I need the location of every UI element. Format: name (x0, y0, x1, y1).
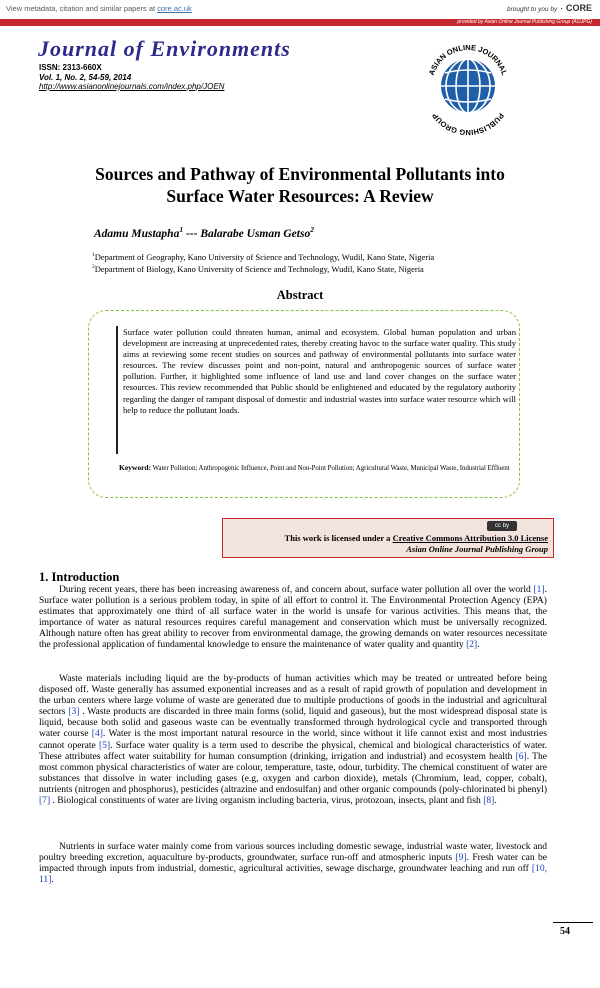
license-link[interactable]: Creative Commons Attribution 3.0 License (392, 533, 548, 543)
paragraph-text: . Surface water pollution is a serious problem today, in spite of all effort to control it. The Environmental Protection Agency (EPA) estimates that approximately one third of all surface water in the world is unsafe for various activities. This means that, the importance of water as natural resources requires careful management and conservation which must be universally recognized. Although nature often has great ability to recover from environmental damage, the growing demands on water resources necessitate the professional application of fundamental knowledge to ensure the maintenance of water quality and quantity (39, 584, 547, 651)
aff1-sup: 1 (92, 252, 95, 259)
paragraph-text: . (51, 874, 54, 886)
paragraph-text: Nutrients in surface water mainly come from various sources including domestic sewage, industrial waste water, livestock and poultry breeding excretion, aquaculture by-products, groundwater, surface run-off and atmospheric inputs (39, 841, 547, 864)
abstract-text: Surface water pollution could threaten human, animal and ecosystem. Global human population and urban development are increasing at unprecedented rates, thereby creating havoc to the surface water quality. This study aims at reviewing some recent studies on sources and pathway of environmental pollutants into surface water resources. The review discusses point and non-point, natural and anthropogenic sources of surface water pollution. Further, it highlighted some influence of land use and land cover changes on the surface water resources. This review recommended that Public should be enlightened and educated by the regulatory authority regarding the danger of rampant disposal of domestic and industrial wastes into surface water resource which will help to reduce the pollutant loads. (123, 327, 516, 415)
paragraph-text: . Biological constituents of water are living organism including bacteria, virus, protozoan, insects, plant and fish (50, 795, 484, 807)
intro-paragraph-1 (39, 584, 547, 651)
core-brand[interactable] (507, 3, 592, 13)
license-statement (228, 533, 548, 543)
paragraph-text: Waste materials including liquid are the by-products of human activities which may be treated or untreated before being disposed off. Waste generally has assumed exponential increases and as a result of rapid growth of population and development in the urban centers where large volume of waste are generated due to multiple productions of goods in the industrial and agricultural sectors (39, 673, 547, 718)
license-publisher: Asian Online Journal Publishing Group (406, 544, 548, 554)
aff2-text: Department of Biology, Kano University of Science and Technology, Wudil, Kano State, Nigeria (94, 264, 424, 274)
paragraph-text: . (477, 639, 480, 651)
brought-by-text: brought to you by (507, 6, 558, 13)
volume-info: Vol. 1, No. 2, 54-59, 2014 (39, 73, 132, 82)
core-metadata-text (6, 4, 192, 13)
author2: Balarabe Usman Getso (200, 227, 311, 240)
aff1-text: Department of Geography, Kano University of Science and Technology, Wudil, Kano State, Nigeria (94, 252, 435, 262)
citation-link[interactable]: [4] (91, 728, 103, 740)
paper-title-line1: Sources and Pathway of Environmental Pollutants into (95, 164, 505, 184)
provider-bar (0, 19, 600, 26)
paragraph-text: . The most common physical characteristics of water are colour, temperature, taste, odour, turbidity. The chemical constituent of water are substances that dissolve in water including gases (e.g, oxygen and carbon dioxide), metals (Chromium, lead, copper, cobalt), nutrients (nitrogen and phosphorus), pesticides (altrazine and endosulfan) and other organic compounds (poly-chlorinated bi phenyl) (39, 750, 547, 795)
authors (94, 225, 314, 240)
keywords-text: Water Pollution; Anthropogenic Influence, Point and Non-Point Pollution; Agricultural Waste, Municipal Waste, Industrial Effluent (152, 465, 510, 472)
paragraph-text: During recent years, there has been increasing awareness of, and concern about, surface water pollution all over the world (59, 584, 534, 595)
keywords-label: Keyword: (119, 463, 152, 472)
intro-paragraph-3 (39, 841, 547, 885)
affiliation-2 (92, 264, 424, 274)
citation-link[interactable]: [7] (39, 795, 51, 807)
logo-text-bottom: PUBLISHING GROUP (430, 111, 506, 136)
citation-link[interactable]: [8] (483, 795, 495, 807)
citation-link[interactable]: [2] (466, 639, 478, 651)
abstract-heading: Abstract (276, 288, 324, 302)
paragraph-text: . (494, 795, 497, 807)
cc-license-icon[interactable]: cc by (487, 521, 517, 531)
core-link[interactable]: core.ac.uk (157, 4, 192, 13)
journal-url[interactable]: http://www.asianonlinejournals.com/index.php/JOEN (39, 82, 225, 91)
paragraph-text: . Water is the most important natural resource in the world, since without it life cannot exist and most industries cannot operate (39, 728, 547, 751)
author2-sup: 2 (310, 225, 314, 234)
citation-link[interactable]: [10, 11] (39, 863, 547, 886)
citation-link[interactable]: [3] (68, 706, 80, 718)
author1: Adamu Mustapha (94, 227, 180, 240)
author1-sup: 1 (179, 225, 184, 234)
license-prefix: This work is licensed under a (284, 533, 393, 543)
paper-title (40, 163, 560, 207)
page-number: 54 (560, 926, 570, 937)
aff2-sup: 2 (92, 264, 95, 271)
abstract-side-bar (116, 326, 118, 454)
keywords (119, 463, 517, 474)
author-separator: --- (183, 227, 201, 240)
citation-link[interactable]: [5] (99, 739, 111, 751)
citation-link[interactable]: [6] (515, 750, 527, 762)
issn: ISSN: 2313-660X (39, 63, 102, 72)
citation-link[interactable]: [1] (533, 584, 545, 595)
intro-paragraph-2 (39, 673, 547, 806)
core-brand-text: CORE (565, 3, 592, 13)
journal-title: Journal of Environments (38, 36, 291, 61)
logo-text-top: ASIAN ONLINE JOURNAL (426, 42, 510, 77)
paragraph-text: . Surface water quality is a term used to describe the physical, chemical and biological characteristics of water. These attributes affect water suitability for human consumption (drinking, irrigation and industrial) and ecosystem health (39, 739, 547, 762)
paragraph-text: . Fresh water can be impacted through inputs from industrial, domestic, agricultural activities, sewage discharge, groundwater leaching and run off (39, 852, 547, 875)
paragraph-text: . Waste products are discarded in three main forms (solid, liquid and gaseous), but the most widespread disposal state is liquid, because both solid and gaseous waste can be eventually transformed through hydrological cycle and transported through water course (39, 706, 547, 740)
page-number-rule (553, 922, 593, 923)
affiliation-1 (92, 252, 434, 262)
citation-link[interactable]: [9] (455, 852, 467, 864)
publisher-logo (418, 36, 518, 136)
provider-text: provided by Asian Online Journal Publishing Group (AOJPG) (457, 19, 592, 25)
core-logo-icon: ◔ (559, 6, 563, 13)
section-heading-introduction: 1. Introduction (39, 570, 120, 584)
core-metadata-prefix: View metadata, citation and similar papers at (6, 4, 158, 13)
paper-title-line2: Surface Water Resources: A Review (166, 186, 434, 206)
